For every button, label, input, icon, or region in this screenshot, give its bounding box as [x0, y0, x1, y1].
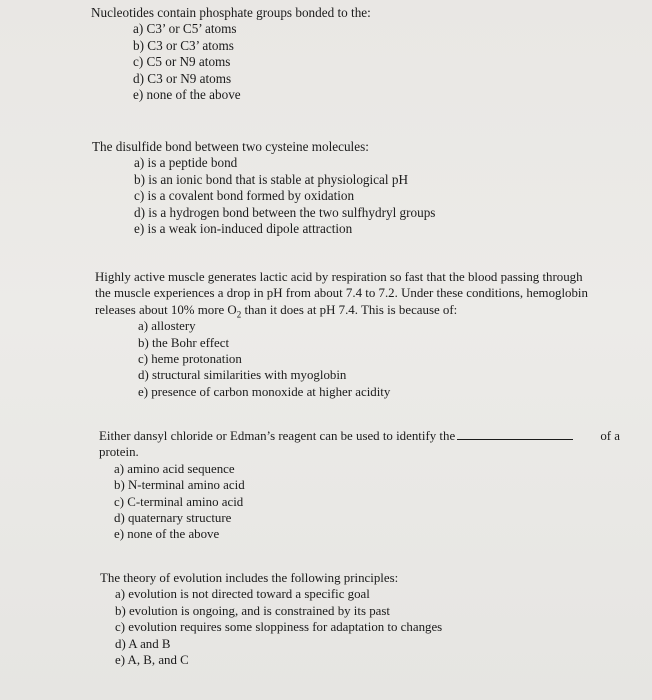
option-a: a) evolution is not directed toward a specific goal — [115, 587, 370, 602]
question-4-stem-line-1 — [99, 428, 620, 444]
option-e: e) none of the above — [114, 527, 220, 542]
option-e: e) none of the above — [133, 87, 241, 103]
question-2 — [92, 139, 435, 237]
oxygen-subscript: 2 — [236, 309, 242, 320]
question-3-stem-line-1: Highly active muscle generates lactic acid by respiration so fast that the blood passing through — [95, 270, 583, 284]
option-b: b) N-terminal amino acid — [114, 478, 245, 493]
option-c: c) is a covalent bond formed by oxidation — [134, 188, 355, 204]
option-d: d) structural similarities with myoglobin — [138, 368, 347, 383]
option-e: e) A, B, and C — [115, 653, 189, 668]
answer-blank — [457, 429, 573, 440]
option-d: d) A and B — [115, 636, 171, 651]
option-c: c) evolution requires some sloppiness for adaptation to changes — [115, 620, 443, 635]
question-4-stem-line-2: protein. — [99, 445, 139, 460]
option-c: c) C-terminal amino acid — [114, 494, 244, 509]
question-5-options — [115, 586, 442, 668]
question-4 — [99, 428, 620, 543]
question-3-stem-line-2: the muscle experiences a drop in pH from about 7.4 to 7.2. Under these conditions, hemoglobin — [95, 286, 588, 301]
question-4-options — [114, 461, 620, 543]
option-b: b) is an ionic bond that is stable at physiological pH — [134, 171, 408, 187]
option-a: a) is a peptide bond — [134, 155, 238, 171]
question-1 — [91, 5, 371, 103]
option-b: b) evolution is ongoing, and is constrained by its past — [115, 603, 390, 618]
question-5 — [100, 570, 442, 668]
question-1-options — [133, 21, 371, 103]
question-1-stem: Nucleotides contain phosphate groups bonded to the: — [91, 5, 371, 20]
option-c: c) C5 or N9 atoms — [133, 54, 231, 70]
option-a: a) allostery — [138, 319, 196, 334]
question-4-stem-suffix: of a — [600, 429, 620, 443]
question-5-stem: The theory of evolution includes the following principles: — [100, 571, 399, 585]
option-b: b) C3 or C3’ atoms — [133, 37, 234, 53]
option-b: b) the Bohr effect — [138, 335, 230, 350]
question-3-options — [138, 318, 588, 400]
option-d: d) quaternary structure — [114, 511, 232, 526]
option-a: a) amino acid sequence — [114, 461, 235, 476]
option-e: e) is a weak ion-induced dipole attraction — [134, 221, 353, 237]
question-2-stem: The disulfide bond between two cysteine molecules: — [92, 139, 369, 154]
option-d: d) is a hydrogen bond between the two sulfhydryl groups — [134, 204, 436, 220]
option-d: d) C3 or N9 atoms — [133, 70, 232, 86]
question-3-stem-part-a: releases about 10% more O — [95, 302, 237, 317]
question-3-stem-part-b: than it does at pH 7.4. This is because of: — [241, 302, 458, 317]
option-e: e) presence of carbon monoxide at higher acidity — [138, 384, 391, 399]
option-c: c) heme protonation — [138, 352, 242, 367]
option-a: a) C3’ or C5’ atoms — [133, 21, 237, 37]
question-3 — [95, 269, 588, 400]
question-2-options — [134, 155, 435, 237]
question-4-stem-text: Either dansyl chloride or Edman’s reagent can be used to identify the — [99, 429, 456, 443]
question-3-stem-line-3 — [95, 302, 588, 318]
